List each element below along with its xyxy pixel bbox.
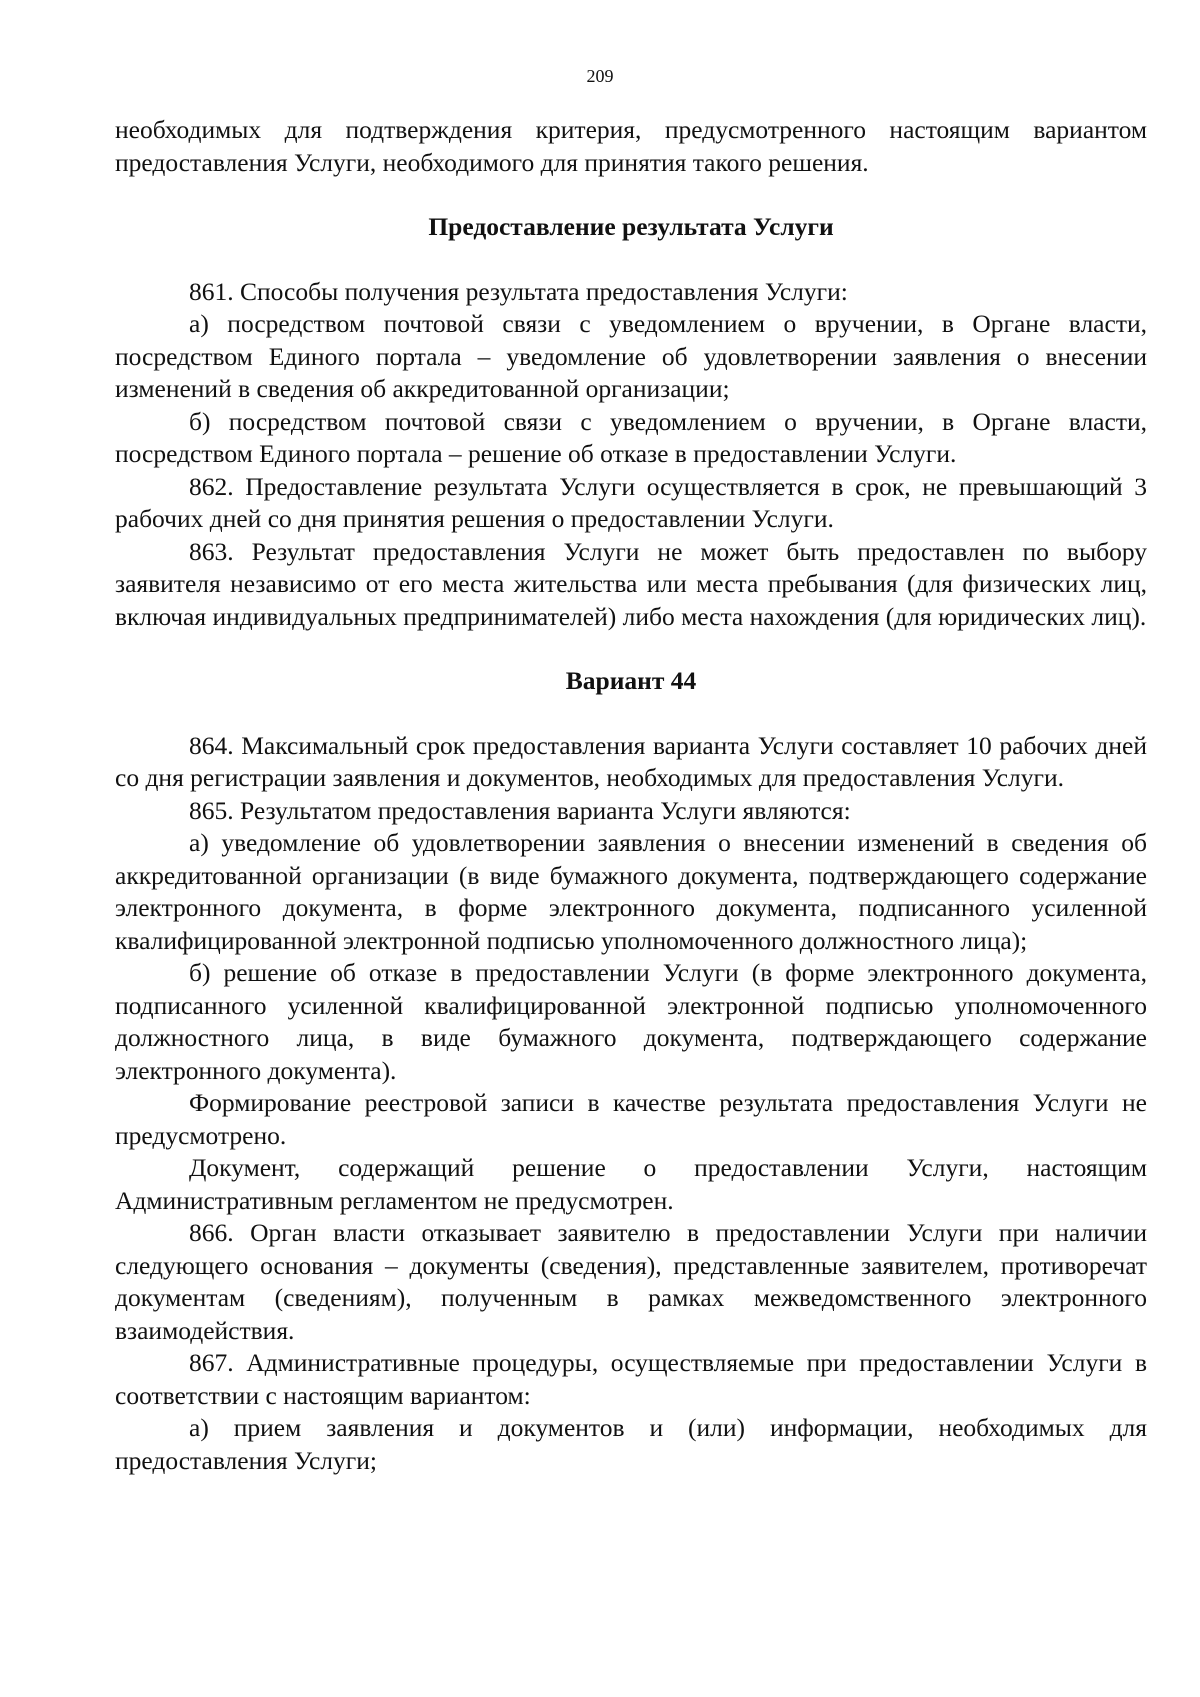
paragraph-865: 865. Результатом предоставления варианта Услуги являются: <box>189 795 851 825</box>
paragraph-861: 861. Способы получения результата предоставления Услуги: <box>189 276 848 306</box>
paragraph-decision-document-note: Документ, содержащий решение о предоставлении Услуги, настоящим Административным регламентом не предусмотрен. <box>115 1153 1147 1215</box>
continuation-paragraph: необходимых для подтверждения критерия, предусмотренного настоящим вариантом предоставления Услуги, необходимого для принятия такого решения. <box>115 115 1147 177</box>
paragraph-867: 867. Административные процедуры, осуществляемые при предоставлении Услуги в соответствии с настоящим вариантом: <box>115 1348 1147 1410</box>
paragraph-862: 862. Предоставление результата Услуги осуществляется в срок, не превышающий 3 рабочих дней со дня принятия решения о предоставлении Услуги. <box>115 471 1147 533</box>
paragraph-865-b: б) решение об отказе в предоставлении Услуги (в форме электронного документа, подписанного усиленной квалифицированной электронной подписью уполномоченного должностного лица, в виде бумажного документа, подтверждающего содержание электронного документа). <box>115 958 1147 1085</box>
paragraph-863: 863. Результат предоставления Услуги не может быть предоставлен по выбору заявителя независимо от его места жительства или места пребывания (для физических лиц, включая индивидуальных предпринимателей) либо места нахождения (для юридических лиц). <box>115 536 1147 631</box>
paragraph-861-a: а) посредством почтовой связи с уведомлением о вручении, в Органе власти, посредством Единого портала – уведомление об удовлетворении заявления о внесении изменений в сведения об аккредитованной организации; <box>115 309 1147 403</box>
document-body <box>115 114 1147 1477</box>
section-heading-variant-44: Вариант 44 <box>565 666 697 695</box>
paragraph-865-a: а) уведомление об удовлетворении заявления о внесении изменений в сведения об аккредитованной организации (в виде бумажного документа, подтверждающего содержание электронного документа, в форме электронного документа, подписанного усиленной квалифицированной электронной подписью уполномоченного должностного лица); <box>115 828 1147 955</box>
page-number: 209 <box>586 66 614 86</box>
paragraph-867-a: а) прием заявления и документов и (или) информации, необходимых для предоставления Услуги; <box>115 1413 1147 1475</box>
paragraph-864: 864. Максимальный срок предоставления варианта Услуги составляет 10 рабочих дней со дня регистрации заявления и документов, необходимых для предоставления Услуги. <box>115 730 1147 792</box>
paragraph-registry-note: Формирование реестровой записи в качестве результата предоставления Услуги не предусмотрено. <box>115 1088 1147 1150</box>
section-heading-result: Предоставление результата Услуги <box>428 212 834 241</box>
paragraph-861-b: б) посредством почтовой связи с уведомлением о вручении, в Органе власти, посредством Единого портала – решение об отказе в предоставлении Услуги. <box>115 406 1147 468</box>
paragraph-866: 866. Орган власти отказывает заявителю в предоставлении Услуги при наличии следующего основания – документы (сведения), представленные заявителем, противоречат документам (сведениям), полученным в рамках межведомственного электронного взаимодействия. <box>115 1218 1147 1345</box>
